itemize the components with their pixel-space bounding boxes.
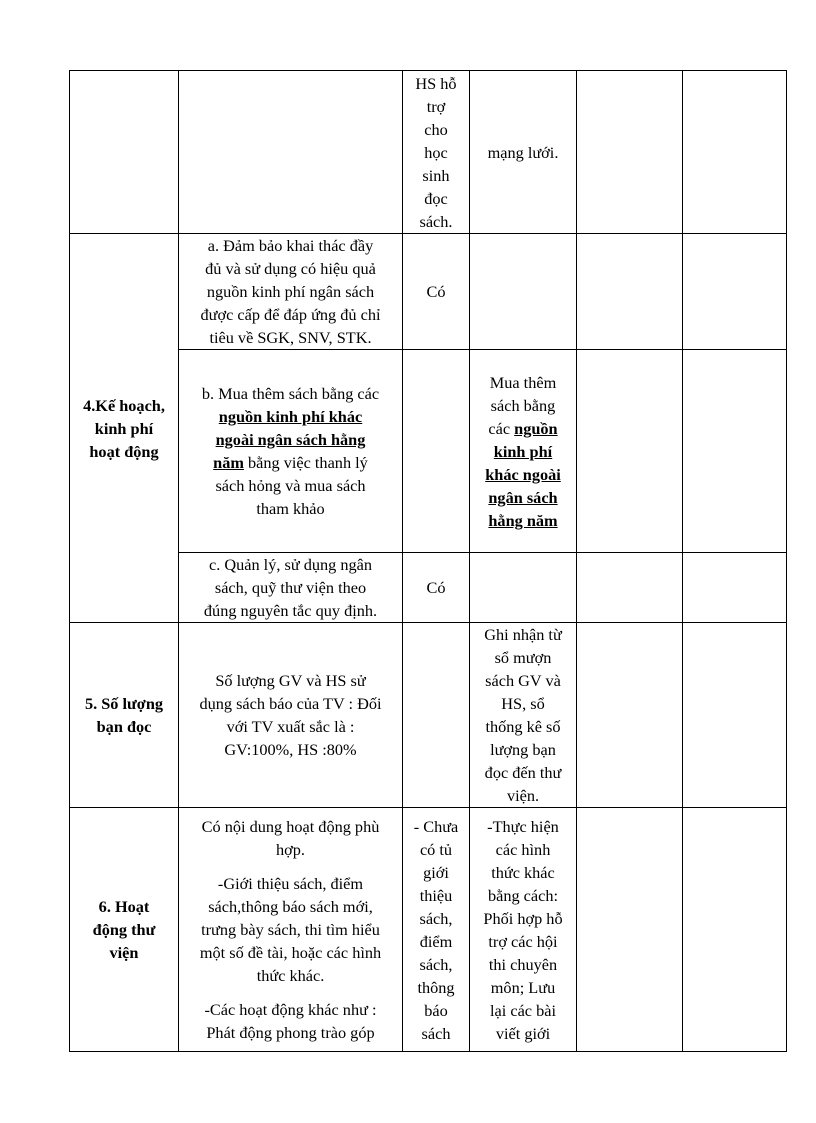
content-cell [179, 71, 403, 234]
note-cell [470, 234, 577, 350]
self-assessment-cell [403, 350, 470, 553]
self-assessment-cell: Có [403, 234, 470, 350]
empty-cell [577, 808, 683, 1052]
empty-cell [577, 350, 683, 553]
note-cell: -Thực hiện các hình thức khác bằng cách: Phối hợp hỗ trợ các hội thi chuyên môn; Lưu lại các bài viết giới [470, 808, 577, 1052]
self-assessment-cell: Có [403, 553, 470, 623]
self-assessment-cell: HS hỗ trợ cho học sinh đọc sách. [403, 71, 470, 234]
empty-cell [683, 350, 787, 553]
content-cell: c. Quản lý, sử dụng ngân sách, quỹ thư viện theo đúng nguyên tắc quy định. [179, 553, 403, 623]
note-cell: Mua thêm sách bằng các nguồn kinh phí khác ngoài ngân sách hằng năm [470, 350, 577, 553]
note-cell [470, 553, 577, 623]
evaluation-table [69, 70, 787, 1052]
empty-cell [683, 553, 787, 623]
paragraph: Có nội dung hoạt động phù hợp. [201, 817, 380, 859]
criterion-cell: 4.Kế hoạch, kinh phí hoạt động [70, 234, 179, 623]
content-cell: a. Đảm bảo khai thác đầy đủ và sử dụng có hiệu quả nguồn kinh phí ngân sách được cấp để đáp ứng đủ chỉ tiêu về SGK, SNV, STK. [179, 234, 403, 350]
table-row [70, 71, 787, 234]
content-cell: Số lượng GV và HS sử dụng sách báo của TV : Đối với TV xuất sắc là : GV:100%, HS :80% [179, 623, 403, 808]
empty-cell [683, 71, 787, 234]
empty-cell [577, 623, 683, 808]
note-cell: mạng lưới. [470, 71, 577, 234]
content-cell: b. Mua thêm sách bằng các nguồn kinh phí khác ngoài ngân sách hằng năm bằng việc thanh lý sách hỏng và mua sách tham khảo [179, 350, 403, 553]
self-assessment-cell [403, 623, 470, 808]
criterion-cell: 5. Số lượng bạn đọc [70, 623, 179, 808]
criterion-cell [70, 71, 179, 234]
criterion-cell: 6. Hoạt động thư viện [70, 808, 179, 1052]
self-assessment-cell: - Chưa có tủ giới thiệu sách, điểm sách, thông báo sách [403, 808, 470, 1052]
empty-cell [683, 808, 787, 1052]
content-cell [179, 808, 403, 1052]
empty-cell [577, 553, 683, 623]
empty-cell [683, 234, 787, 350]
empty-cell [577, 71, 683, 234]
paragraph: -Các hoạt động khác như : Phát động phong trào góp [204, 1000, 377, 1042]
table-row [70, 808, 787, 1052]
table-row [70, 234, 787, 350]
empty-cell [577, 234, 683, 350]
paragraph: -Giới thiệu sách, điểm sách,thông báo sách mới, trưng bày sách, thi tìm hiểu một số đề tài, hoặc các hình thức khác. [199, 874, 382, 985]
empty-cell [683, 623, 787, 808]
note-cell: Ghi nhận từ sổ mượn sách GV và HS, sổ thống kê số lượng bạn đọc đến thư viện. [470, 623, 577, 808]
table-row [70, 623, 787, 808]
